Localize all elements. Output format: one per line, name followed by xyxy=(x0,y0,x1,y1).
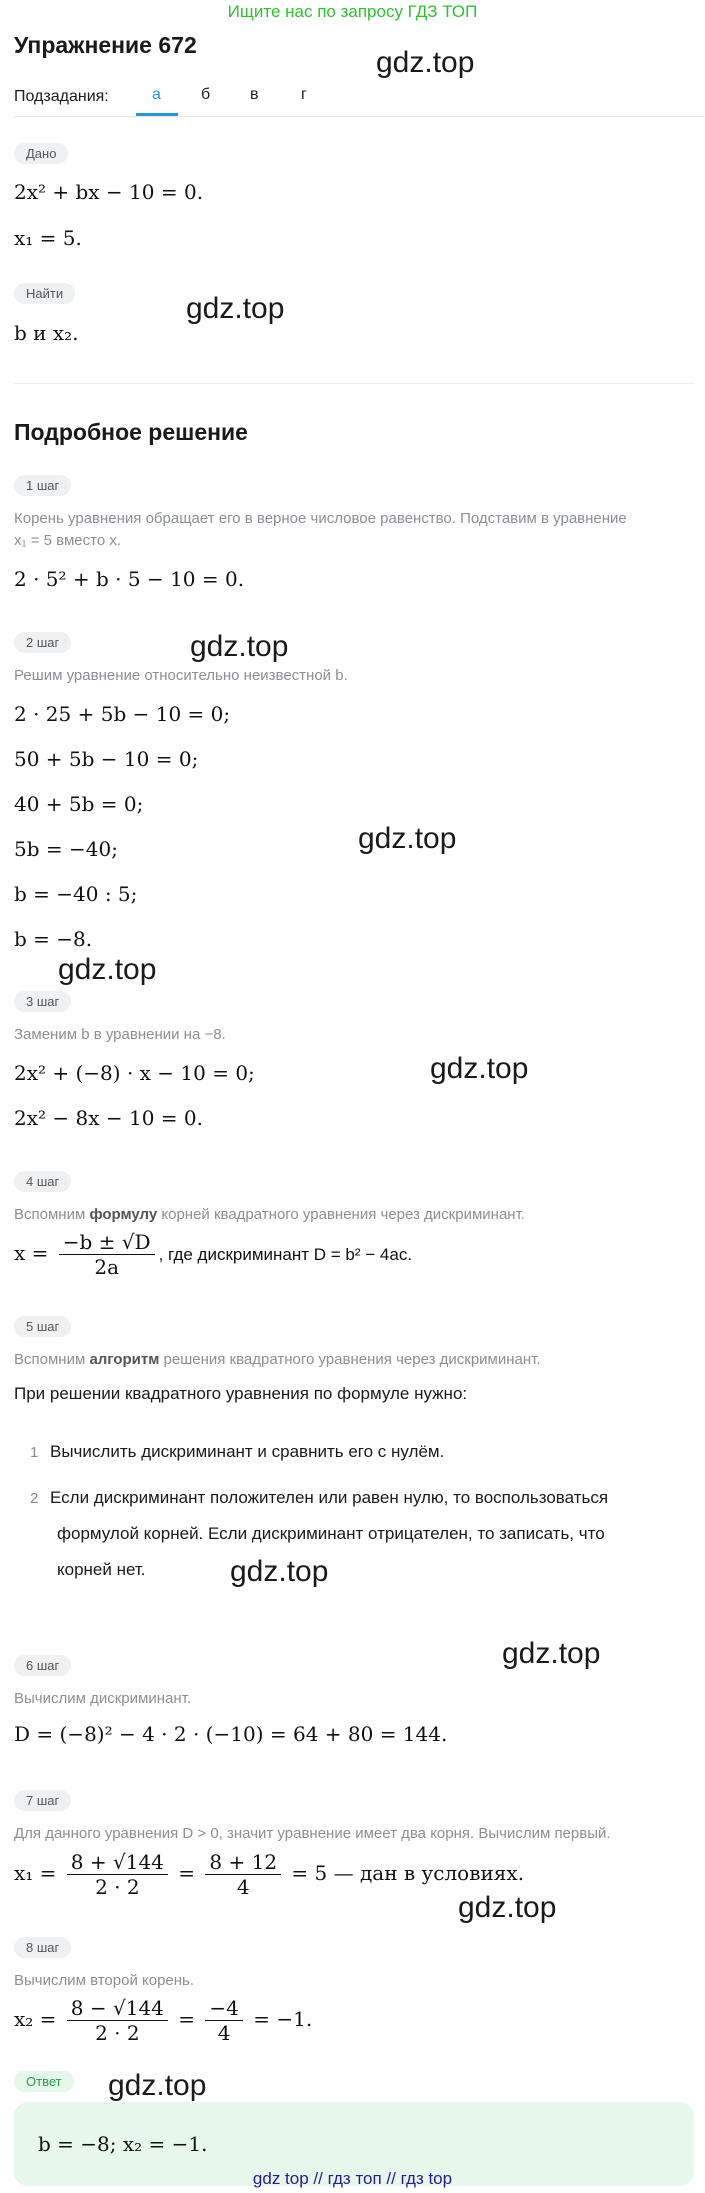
list-item-continued: формулой корней. Если дискриминант отрицателен, то записать, что xyxy=(57,1524,605,1543)
step-3-eq-1: 2x² + (−8) · x − 10 = 0; xyxy=(14,1061,255,1085)
step-5-text: Вспомним алгоритм решения квадратного уравнения через дискриминант. xyxy=(14,1351,541,1368)
tab-v[interactable]: в xyxy=(250,86,259,103)
list-item-continued: корней нет. xyxy=(57,1560,146,1579)
step-5-pill: 5 шаг xyxy=(14,1316,71,1337)
list-number: 1 xyxy=(30,1444,39,1461)
quadratic-formula: x = $\frac{-b \pm √D}{2a}$ , где дискриминант D = b² − 4ac. xyxy=(14,1230,413,1279)
step-8-pill: 8 шаг xyxy=(14,1937,71,1958)
step-2-text: Решим уравнение относительно неизвестной b. xyxy=(14,667,348,684)
search-banner: Ищите нас по запросу ГДЗ ТОП xyxy=(227,2,478,21)
tab-g[interactable]: г xyxy=(301,86,307,103)
step-2-pill: 2 шаг xyxy=(14,632,71,653)
watermark: gdz.top xyxy=(190,630,289,663)
watermark: gdz.top xyxy=(458,1891,557,1924)
footer-links[interactable]: gdz top // гдз топ // гдз top xyxy=(252,2169,453,2188)
step-6-text: Вычислим дискриминант. xyxy=(14,1690,191,1707)
step-2-eq-6: b = −8. xyxy=(14,927,93,951)
given-equation: 2x² + bx − 10 = 0. xyxy=(14,180,204,204)
given-pill: Дано xyxy=(14,143,68,164)
step-1-text: Корень уравнения обращает его в верное числовое равенство. Подставим в уравнение xyxy=(14,510,627,527)
step-2-eq-1: 2 · 25 + 5b − 10 = 0; xyxy=(14,702,231,726)
watermark: gdz.top xyxy=(58,953,157,986)
step-4-pill: 4 шаг xyxy=(14,1171,71,1192)
step-4-text: Вспомним формулу корней квадратного уравнения через дискриминант. xyxy=(14,1206,525,1223)
list-number: 2 xyxy=(30,1490,39,1507)
section-divider xyxy=(14,383,694,384)
step-8-text: Вычислим второй корень. xyxy=(14,1972,195,1989)
answer-text: b = −8; x₂ = −1. xyxy=(38,2132,208,2156)
list-item: Если дискриминант положителен или равен нулю, то воспользоваться xyxy=(50,1488,609,1507)
step-3-text: Заменим b в уравнении на −8. xyxy=(14,1026,226,1043)
step-1-pill: 1 шаг xyxy=(14,475,71,496)
watermark: gdz.top xyxy=(186,292,285,325)
step-3-eq-2: 2x² − 8x − 10 = 0. xyxy=(14,1106,203,1130)
page-title: Упражнение 672 xyxy=(14,32,197,58)
step-1-equation: 2 · 5² + b · 5 − 10 = 0. xyxy=(14,567,245,591)
watermark: gdz.top xyxy=(230,1555,329,1588)
find-pill: Найти xyxy=(14,283,75,304)
step-6-pill: 6 шаг xyxy=(14,1655,71,1676)
root-2-calculation: x₂ = $\frac{8 - √144}{2 \cdot 2}$ = $\frac{-4}{4}$ = −1. xyxy=(14,1996,313,2045)
find-target: b и x₂. xyxy=(14,321,79,345)
solution-title: Подробное решение xyxy=(14,419,248,445)
watermark: gdz.top xyxy=(430,1052,529,1085)
step-2-eq-4: 5b = −40; xyxy=(14,837,118,861)
tab-a[interactable]: а xyxy=(152,86,161,103)
watermark: gdz.top xyxy=(502,1637,601,1670)
root-1-calculation: x₁ = $\frac{8 + √144}{2 \cdot 2}$ = $\frac{8 + 12}{4}$ = 5 — дан в условиях. xyxy=(14,1850,525,1899)
answer-pill: Ответ xyxy=(14,2071,74,2092)
list-item: Вычислить дискриминант и сравнить его с нулём. xyxy=(50,1442,445,1461)
step-7-pill: 7 шаг xyxy=(14,1790,71,1811)
discriminant-equation: D = (−8)² − 4 · 2 · (−10) = 64 + 80 = 144. xyxy=(14,1722,448,1746)
step-7-text: Для данного уравнения D > 0, значит уравнение имеет два корня. Вычислим первый. xyxy=(14,1825,611,1842)
subtasks-label: Подзадания: xyxy=(14,88,109,105)
given-root: x₁ = 5. xyxy=(14,226,82,250)
step-3-pill: 3 шаг xyxy=(14,991,71,1012)
tabs-divider xyxy=(14,116,704,117)
step-2-eq-3: 40 + 5b = 0; xyxy=(14,792,144,816)
step-2-eq-5: b = −40 : 5; xyxy=(14,882,138,906)
watermark: gdz.top xyxy=(108,2069,207,2102)
step-2-eq-2: 50 + 5b − 10 = 0; xyxy=(14,747,199,771)
step-1-text-2: x₁ = 5 вместо x. xyxy=(14,532,121,549)
watermark: gdz.top xyxy=(358,822,457,855)
tab-b[interactable]: б xyxy=(201,86,211,103)
algorithm-lead: При решении квадратного уравнения по формуле нужно: xyxy=(14,1384,468,1403)
watermark: gdz.top xyxy=(376,46,475,79)
